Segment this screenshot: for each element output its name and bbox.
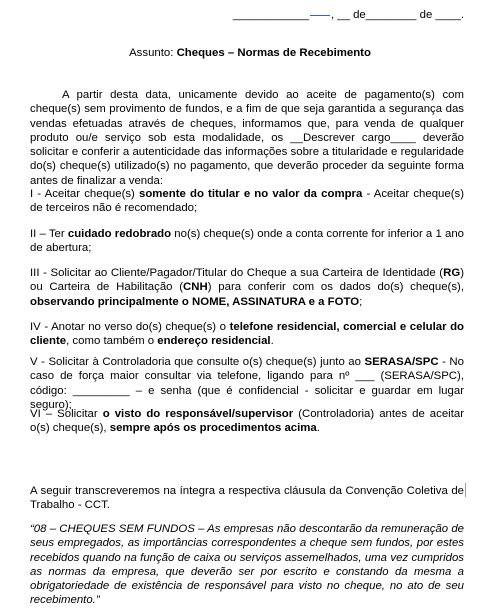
text-cursor — [465, 483, 466, 497]
transcription-paragraph: A seguir transcreveremos na íntegra a respectiva cláusula da Convenção Coletiva de Trabalho - CCT. — [30, 485, 464, 512]
rule-item-4 — [30, 320, 464, 349]
rule-6-text-a: VI – Solicitar — [30, 408, 103, 420]
date-city-blank[interactable]: ____________ — [232, 9, 309, 21]
rule-1-text: I - Aceitar cheque(s) — [30, 188, 139, 200]
rule-2-text: II – Ter — [30, 228, 68, 240]
rule-5-text-b: - No caso de força maior consultar via telefone, ligando para nº ___ (SERASA/SPC), código: _________ – e senha (que é confidencial - solicitar e guardar em lugar seguro); — [30, 356, 464, 411]
rule-6-emphasis: sempre após os procedimentos acima — [109, 422, 317, 435]
rule-2-text-end: no(s) cheque(s) onde a conta corrente for inferior a 1 ano de abertura; — [30, 228, 465, 255]
rule-3-rg: RG — [443, 267, 461, 279]
rule-item-3 — [30, 266, 464, 309]
date-month-blank[interactable]: ________ — [365, 9, 417, 21]
rule-item-1 — [30, 187, 464, 216]
rule-6-visto: o visto do responsável/supervisor — [102, 408, 294, 420]
rule-5-text-a: V - Solicitar à Controladoria que consulte o(s) cheque(s) junto ao — [30, 356, 365, 368]
rule-3-cnh: CNH — [183, 281, 208, 294]
subject-title: Cheques – Normas de Recebimento — [176, 47, 371, 59]
form-field-marker[interactable] — [310, 15, 330, 16]
date-line — [233, 8, 464, 22]
rule-3-text-b: ) ou Carteira de Habilitação ( — [30, 267, 464, 294]
rule-5-serasa: SERASA/SPC — [364, 356, 439, 368]
cct-clause-quote: “08 – CHEQUES SEM FUNDOS – As empresas não descontarão da remuneração de seus empregados, as importâncias correspondentes a cheque sem fundos, por estes recebidos quando na função de caixa ou serviços assemelhados, uma vez cumpridos as normas da empresa, que deverão ser por escrito e constando da mesma a obrigatoriedade de existência de responsável para visto no cheque, no ato de seu recebimento.” — [30, 523, 464, 607]
rule-3-emphasis: observando principalmente o NOME, ASSINATURA e a FOTO — [30, 295, 360, 308]
rule-4-text-b: , como também o — [66, 335, 158, 348]
rule-2-emphasis: cuidado redobrado — [67, 228, 172, 240]
rule-item-6 — [30, 407, 464, 436]
intro-paragraph: A partir desta data, unicamente devido ao aceite de pagamento(s) com cheque(s) sem provimento de fundos, e a fim de que seja garantida a segurança das vendas efetuadas através de cheques, informamos que, para venda de qualquer produto ou/e serviço sob esta modalidade, os __Descrever cargo____ deverão solicitar e conferir a autenticidade das informações sobre a titularidade e regularidade do(s) cheque(s) utilizado(s) no pagamento, que deverão proceder da seguinte forma antes de finalizar a venda: — [30, 89, 464, 187]
rule-4-phones: telefone residencial, comercial e celular do cliente — [30, 321, 465, 348]
subject-label: Assunto: — [129, 47, 174, 59]
rule-3-text-a: III - Solicitar ao Cliente/Pagador/Titular do Cheque a sua Carteira de Identidade ( — [30, 267, 444, 279]
date-de-text: de — [419, 9, 433, 21]
rule-1-text-end: - Aceitar cheque(s) de terceiros não é recomendado; — [30, 188, 465, 215]
date-year-blank[interactable]: ____. — [435, 9, 464, 21]
rule-1-emphasis: somente do titular e no valor da compra — [139, 188, 363, 200]
rule-4-address: endereço residencial — [157, 335, 271, 348]
rule-4-text-end: . — [270, 335, 274, 348]
subject-line — [0, 46, 500, 60]
rule-item-2 — [30, 227, 464, 256]
rule-6-text-end: . — [316, 422, 320, 435]
rule-item-5 — [30, 355, 464, 412]
rule-6-text-b: (Controladoria) antes de aceitar o(s) cheque(s), — [30, 408, 464, 435]
rule-3-text-end: ; — [359, 295, 363, 308]
date-day-text: , __ de — [330, 9, 366, 21]
rule-3-text-c: ) para conferir com os dados do(s) cheque(s), — [207, 281, 464, 294]
rule-4-text-a: IV - Anotar no verso do(s) cheque(s) o — [30, 321, 230, 333]
